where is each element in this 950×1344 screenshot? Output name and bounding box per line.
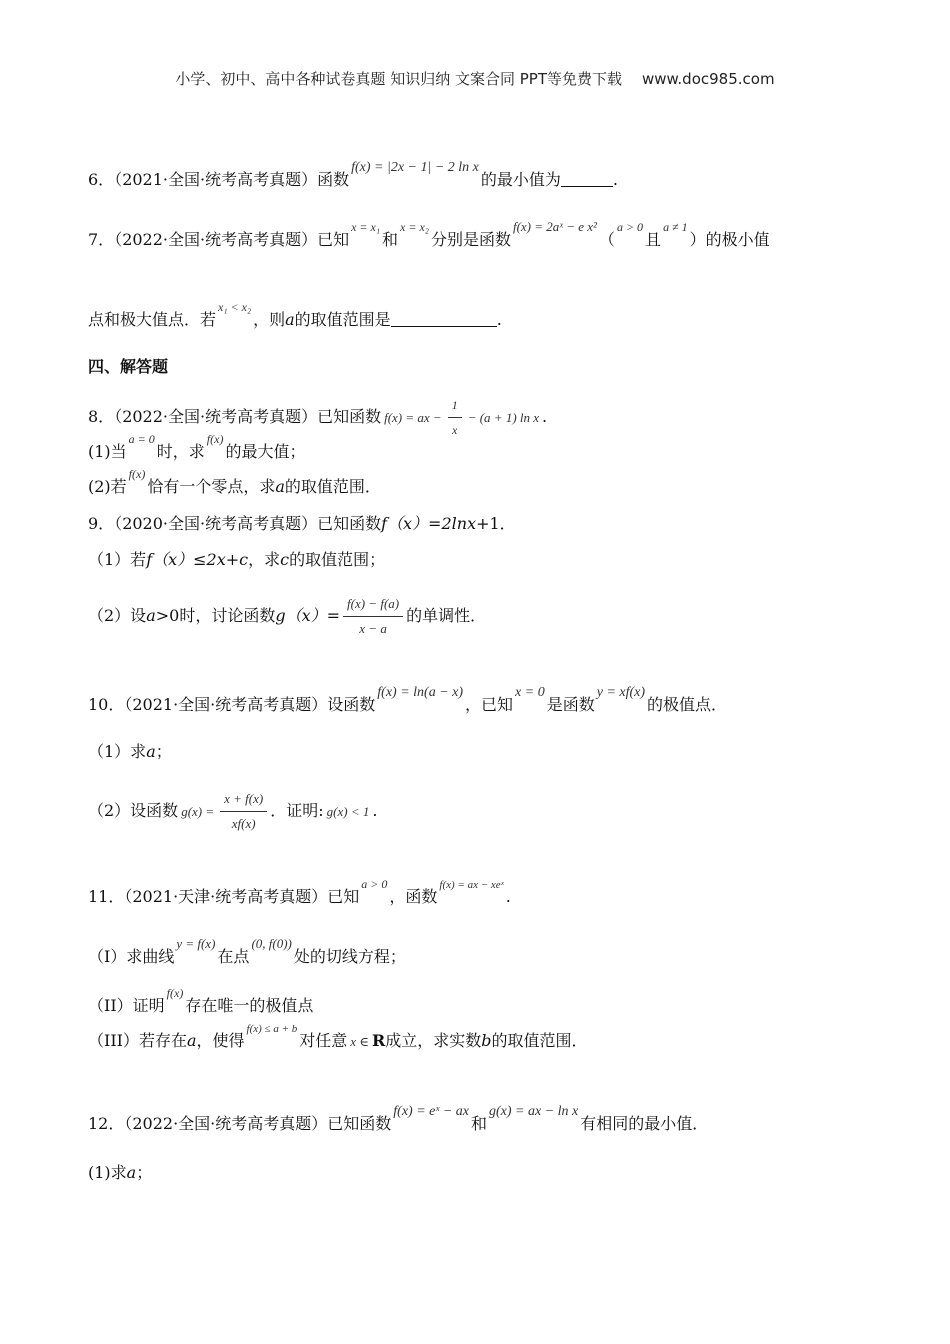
header-text: 小学、初中、高中各种试卷真题 知识归纳 文案合同 PPT等免费下载 [175,70,622,88]
question-10: 10．（2021·全国·统考高考真题）设函数f(x) = ln(a − x)，已知x = 0是函数y = xf(x)的极值点． [88,685,728,714]
header-site: www.doc985.com [641,70,775,88]
question-6: 6．（2021·全国·统考高考真题）函数f(x) = |2x − 1| − 2 ln x的最小值为 . [88,160,618,189]
question-11-part-3: （III）若存在a，使得f(x) ≤ a + b对任意 x ∈ R成立，求实数b的取值范围． [88,1023,588,1050]
question-8-part-2: (2)若f(x)恰有一个零点，求a的取值范围． [88,467,381,496]
page-header [0,68,950,89]
question-10-part-1: （1）求a； [88,742,172,761]
question-9-part-2: （2）设a>0时，讨论函数g（x）= $\frac{f(x) - f(a)}{x - a}$ 的单调性． [88,596,487,636]
question-11-part-2: （II）证明f(x)存在唯一的极值点 [88,986,314,1015]
question-9: 9．（2020·全国·统考高考真题）已知函数f（x）=2lnx+1． [88,514,516,533]
question-10-part-2: （2）设函数 g(x) = $\frac{x + f(x)}{xf(x)}$ ．证明: g(x) < 1 . [88,791,378,831]
answer-blank [561,170,613,187]
question-12: 12．（2022·全国·统考高考真题）已知函数f(x) = eˣ − ax和g(x) = ax − ln x有相同的最小值． [88,1104,709,1133]
question-11-part-1: （I）求曲线y = f(x)在点(0, f(0))处的切线方程； [88,936,406,966]
section-heading: 四、解答题 [88,357,169,376]
question-7-line-2: 点和极大值点．若x₁ < x₂，则a的取值范围是 . [88,300,502,329]
question-8: 8．（2022·全国·统考高考真题）已知函数 f(x) = ax − $\frac{1}{x}$ − (a + 1) ln x . [88,395,547,440]
answer-blank [391,310,497,327]
question-8-part-1: (1)当a = 0时，求f(x)的最大值； [88,432,306,461]
question-12-part-1: (1)求a； [88,1163,153,1182]
q6-math: f(x) = |2x − 1| − 2 ln x [351,160,479,175]
question-11: 11．（2021·天津·统考高考真题）已知a > 0，函数f(x) = ax − xeˣ. [88,877,511,906]
question-7-line-1: 7．（2022·全国·统考高考真题）已知x = x₁和x = x₂分别是函数f(x) = 2aˣ − e x²（a > 0且a ≠ 1）的极小值 [88,219,770,249]
question-9-part-1: （1）若f（x）≤2x+c，求c的取值范围； [88,550,386,569]
